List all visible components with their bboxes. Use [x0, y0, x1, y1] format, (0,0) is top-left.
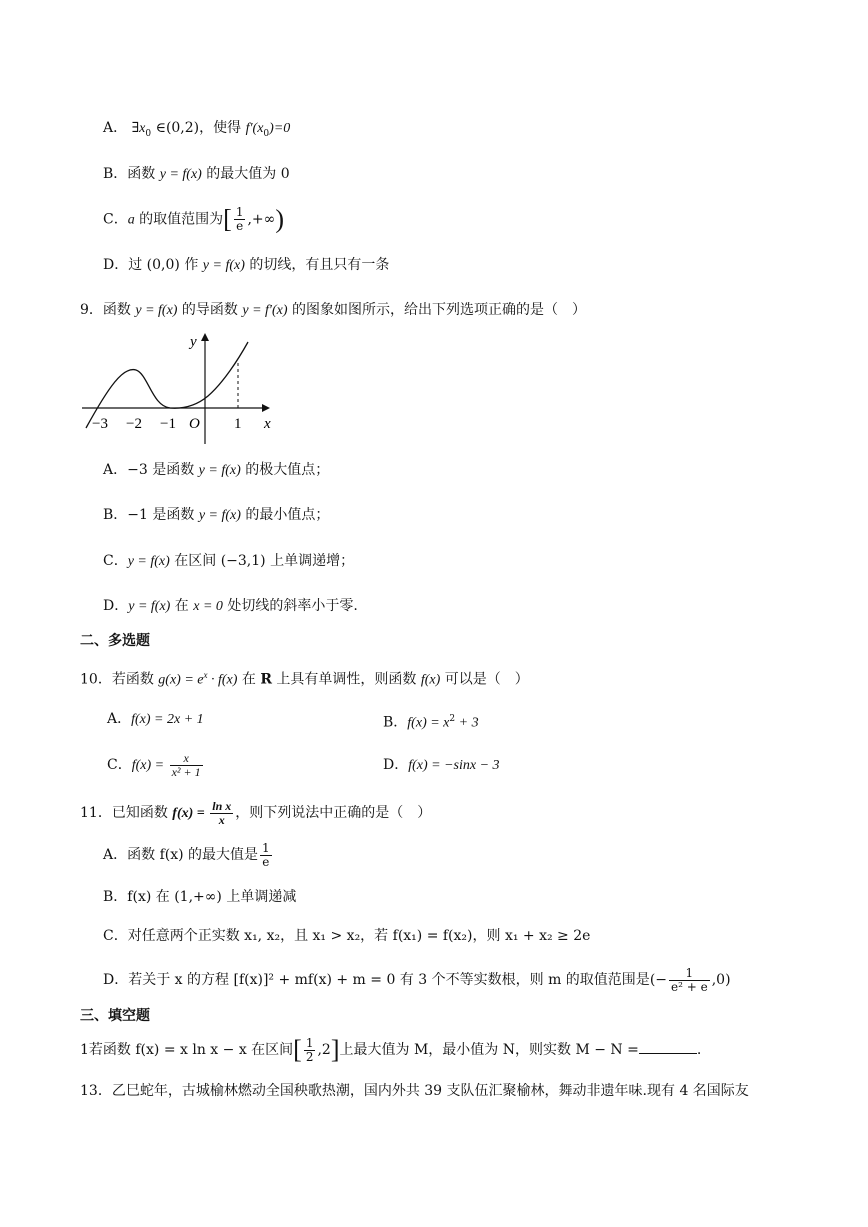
math-expr: (−	[649, 972, 668, 988]
question-text: 上具有单调性，则函数	[271, 671, 421, 688]
option-label: B．	[103, 166, 128, 182]
math-expr: · f(x)	[207, 672, 238, 688]
option-text: 处切线的斜率小于零.	[222, 598, 358, 614]
q10-option-a	[107, 709, 204, 730]
option-label: A．	[103, 462, 128, 478]
q9-stem	[80, 300, 586, 321]
math-expr: x = 0	[193, 599, 223, 614]
question-text: 的导函数	[177, 302, 243, 318]
option-label: C．	[103, 553, 128, 569]
option-label: C．	[103, 211, 128, 228]
numerator: 1	[262, 840, 270, 855]
question-number: 10．	[80, 671, 112, 688]
question-text: 函数	[102, 302, 136, 318]
math-expr: f(x) =	[131, 758, 168, 773]
option-text: 若关于 x 的方程 [f(x)]² + mf(x) + m = 0 有 3 个不等实数根，则 m 的取值范围是	[128, 972, 650, 988]
bracket: [	[223, 204, 232, 234]
question-number: 9．	[80, 302, 103, 318]
math-expr: f(x)	[420, 672, 441, 688]
bracket: )	[275, 204, 284, 234]
option-text: 的最大值为 0	[201, 166, 290, 182]
punctuation: .	[696, 1042, 702, 1058]
option-label: A．	[103, 847, 128, 863]
math-expr: y = f(x)	[159, 167, 202, 182]
q11-stem	[80, 798, 431, 829]
q11-option-b	[103, 887, 296, 907]
option-label: A．	[107, 711, 132, 727]
option-text: 在	[170, 598, 194, 614]
denominator: e	[262, 854, 270, 869]
math-sup: x	[203, 670, 208, 680]
option-text: −1 是函数	[127, 507, 199, 523]
math-expr: y = f(x)	[128, 599, 171, 614]
q11-option-c	[103, 926, 590, 946]
fraction	[210, 800, 233, 827]
option-text: 在区间 (−3,1) 上单调递增；	[169, 553, 355, 569]
numerator: ln x	[212, 798, 232, 813]
math-sup: 2	[449, 714, 456, 724]
bracket: [	[293, 1035, 302, 1064]
math-expr: f(x) = 2x + 1	[131, 712, 204, 727]
q12-stem	[80, 1035, 701, 1065]
fraction	[260, 842, 272, 869]
numerator: 1	[235, 205, 244, 219]
option-label: B．	[103, 889, 128, 905]
bracket: ]	[330, 1035, 340, 1064]
q13-stem	[80, 1081, 749, 1101]
math-expr: )=0	[269, 121, 291, 136]
option-text: 过 (0,0) 作	[128, 257, 203, 273]
question-number: 13．	[80, 1083, 112, 1099]
question-text: 的图象如图所示，给出下列选项正确的是（ ）	[287, 302, 586, 318]
option-text: 的最小值点；	[240, 507, 330, 523]
fraction	[304, 1037, 316, 1064]
q9-option-b	[103, 505, 329, 526]
math-expr: y = f(x)	[135, 303, 178, 318]
option-label: B．	[383, 714, 408, 731]
option-text: 函数 f(x) 的最大值是	[127, 847, 259, 863]
question-number: 11．	[80, 805, 112, 821]
math-expr: + 3	[455, 715, 479, 731]
denominator: e	[236, 219, 244, 233]
option-label: A．	[103, 120, 128, 136]
option-text: 的取值范围为	[134, 211, 224, 228]
question-text: ，则下列说法中正确的是（ ）	[235, 805, 432, 821]
question-text: 若函数	[111, 671, 159, 688]
q8-option-b	[103, 164, 290, 185]
denominator: e² + e	[671, 979, 708, 994]
math-expr: f′(x	[245, 121, 264, 136]
math-expr: g(x) = e	[158, 672, 204, 688]
math-expr: y = f(x)	[127, 554, 170, 569]
question-text: 已知函数	[111, 805, 173, 821]
question-number: 1	[80, 1042, 89, 1058]
q8-option-d	[103, 255, 389, 276]
option-text: −3 是函数	[127, 462, 199, 478]
q9-option-c	[103, 551, 354, 572]
tick-label: −1	[160, 416, 176, 432]
math-expr: f(x) = −sinx − 3	[408, 758, 500, 773]
denominator: x² + 1	[171, 764, 201, 779]
question-text: 可以是（ ）	[440, 671, 529, 688]
option-text: ∈(0,2)，使得	[155, 120, 246, 136]
question-text: 若函数 f(x) = x ln x − x 在区间	[88, 1042, 294, 1058]
numerator: 1	[305, 1035, 314, 1050]
option-label: D．	[103, 598, 129, 614]
q8-option-a	[103, 118, 290, 144]
section-heading-multi-choice: 二、多选题	[80, 633, 150, 649]
option-text: 函数	[127, 166, 160, 182]
x-axis-label: x	[264, 416, 271, 432]
q9-option-d	[103, 596, 358, 617]
tick-label: −3	[92, 416, 108, 432]
question-text: 上最大值为 M，最小值为 N，则实数 M − N =	[339, 1042, 639, 1058]
denominator: 2	[305, 1049, 314, 1064]
option-label: C．	[107, 757, 132, 773]
tick-label: −2	[126, 416, 142, 432]
math-expr: ∃x	[131, 121, 146, 136]
x-axis-arrow	[262, 404, 270, 412]
fraction	[234, 206, 246, 233]
math-expr: y = f(x)	[198, 508, 241, 523]
fraction	[170, 752, 203, 779]
q8-option-c	[103, 206, 284, 234]
q9-option-a	[103, 460, 329, 481]
q10-option-c	[107, 750, 205, 781]
math-set: R	[260, 671, 272, 688]
section-heading-fill-in: 三、填空题	[80, 1008, 150, 1024]
origin-label: O	[189, 416, 200, 432]
math-expr: y = f(x)	[202, 258, 245, 273]
option-label: D．	[383, 757, 409, 773]
option-text: f(x) 在 (1,+∞) 上单调递减	[127, 889, 297, 905]
answer-blank[interactable]	[639, 1039, 697, 1054]
option-label: B．	[103, 507, 128, 523]
q10-option-d	[383, 755, 500, 776]
math-expr: ,2	[317, 1042, 331, 1058]
y-axis-arrow	[201, 333, 209, 341]
math-expr: f(x) = x	[407, 715, 450, 731]
math-expr: y = f′(x)	[242, 303, 288, 318]
q10-stem	[80, 665, 529, 691]
q11-option-a	[103, 840, 274, 870]
option-label: C．	[103, 928, 128, 944]
option-label: D．	[103, 972, 129, 988]
numerator: x	[170, 752, 203, 766]
math-expr: f(x) =	[172, 806, 209, 821]
math-expr: ,0)	[711, 972, 731, 988]
q11-option-d	[103, 965, 731, 995]
option-text: 的极大值点；	[240, 462, 330, 478]
question-text: 在	[237, 671, 261, 688]
y-axis-label: y	[190, 334, 197, 350]
derivative-graph	[78, 328, 278, 448]
math-var: a	[127, 212, 135, 228]
numerator: 1	[669, 967, 710, 981]
q10-option-b	[383, 709, 479, 734]
tick-label: 1	[234, 416, 242, 432]
math-sub: 0	[145, 128, 152, 139]
question-text: 乙巳蛇年，古城榆林燃动全国秧歌热潮，国内外共 39 支队伍汇聚榆林，舞动非遗年味.现有 4 名国际友	[111, 1083, 749, 1099]
option-text: 的切线，有且只有一条	[244, 257, 390, 273]
fraction	[669, 967, 710, 994]
math-expr: y = f(x)	[198, 463, 241, 478]
math-sub: 0	[263, 128, 270, 139]
option-label: D．	[103, 257, 129, 273]
denominator: x	[218, 812, 225, 827]
math-expr: ,+∞	[247, 211, 276, 228]
option-text: 对任意两个正实数 x₁, x₂，且 x₁ > x₂，若 f(x₁) = f(x₂)，则 x₁ + x₂ ≥ 2e	[127, 928, 591, 944]
